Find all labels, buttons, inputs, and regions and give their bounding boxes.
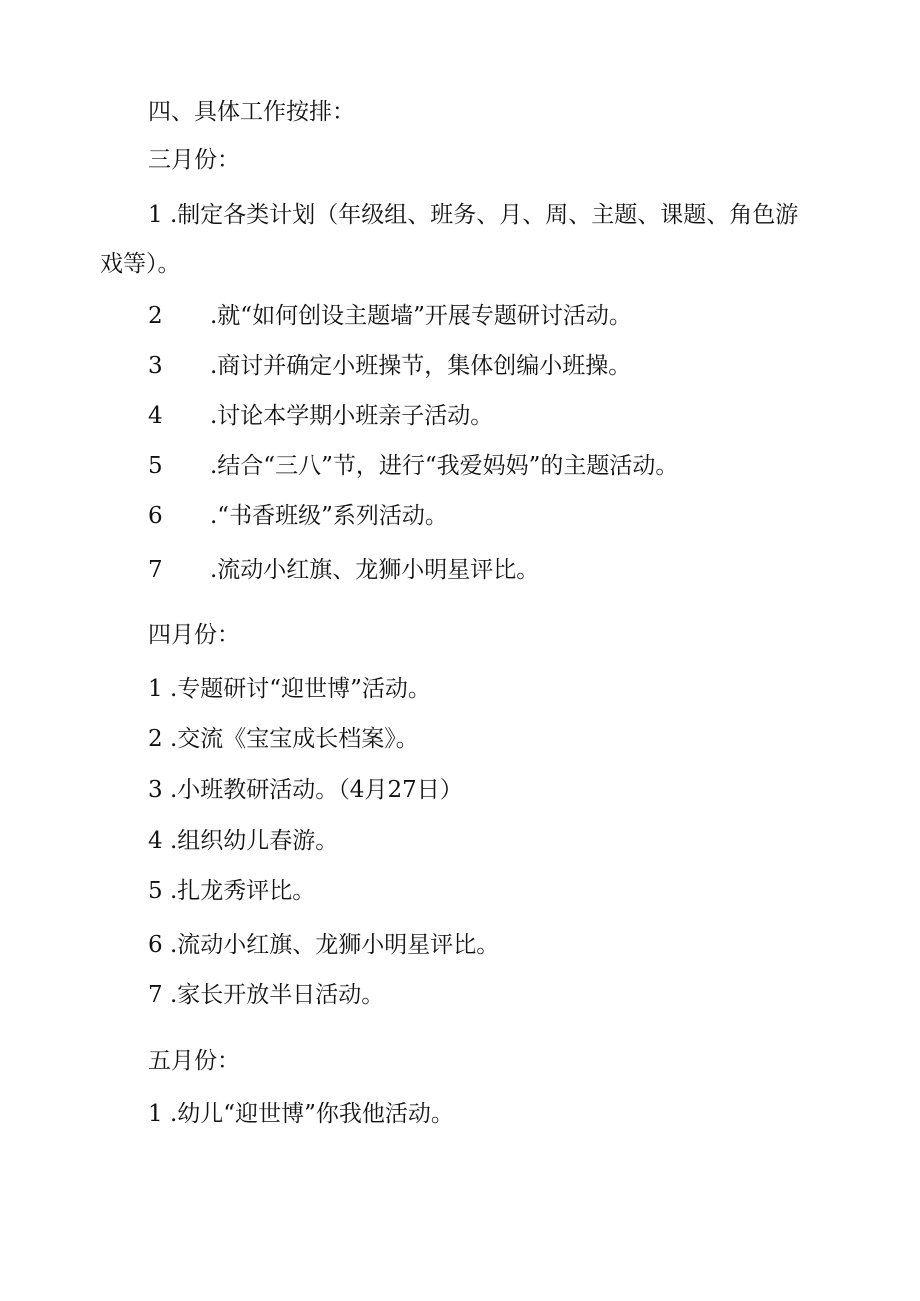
item-text: .流动小红旗、龙狮小明星评比。	[210, 557, 540, 583]
item-number: 2	[148, 303, 163, 329]
item-number: 5	[148, 453, 163, 479]
item-text: .就“如何创设主题墙”开展专题研讨活动。	[210, 303, 632, 329]
item-text-continuation: 戏等）。	[100, 251, 181, 277]
item-number: 3	[148, 353, 163, 379]
item-number: 5	[148, 878, 163, 904]
item-text: .小班教研活动。（4月27日）	[170, 777, 463, 803]
item-number: 3	[148, 777, 163, 803]
item-number: 1	[148, 1101, 163, 1127]
item-number: 7	[148, 557, 163, 583]
item-text: .讨论本学期小班亲子活动。	[210, 403, 494, 429]
april-heading: 四月份：	[148, 622, 240, 648]
item-text: .结合“三八”节，进行“我爱妈妈”的主题活动。	[210, 453, 679, 479]
item-number: 1	[148, 676, 163, 702]
item-text: .流动小红旗、龙狮小明星评比。	[170, 932, 500, 958]
item-number: 4	[148, 828, 163, 854]
item-number: 6	[148, 503, 163, 529]
item-text: .制定各类计划（年级组、班务、月、周、主题、课题、角色游	[170, 202, 799, 228]
item-number: 4	[148, 403, 163, 429]
may-heading: 五月份：	[148, 1048, 240, 1074]
item-text: .组织幼儿春游。	[170, 828, 339, 854]
item-number: 1	[148, 202, 163, 228]
item-number: 6	[148, 932, 163, 958]
item-text: .商讨并确定小班操节，集体创编小班操。	[210, 353, 632, 379]
item-text: .家长开放半日活动。	[170, 982, 385, 1008]
item-number: 2	[148, 726, 163, 752]
item-text: .专题研讨“迎世博”活动。	[170, 676, 431, 702]
section-heading: 四、具体工作按排：	[148, 99, 355, 125]
item-text: .“书香班级”系列活动。	[210, 503, 448, 529]
item-text: .交流《宝宝成长档案》。	[170, 726, 419, 752]
march-heading: 三月份：	[148, 147, 240, 173]
item-text: .扎龙秀评比。	[170, 878, 316, 904]
item-text: .幼儿“迎世博”你我他活动。	[170, 1101, 454, 1127]
item-number: 7	[148, 982, 163, 1008]
